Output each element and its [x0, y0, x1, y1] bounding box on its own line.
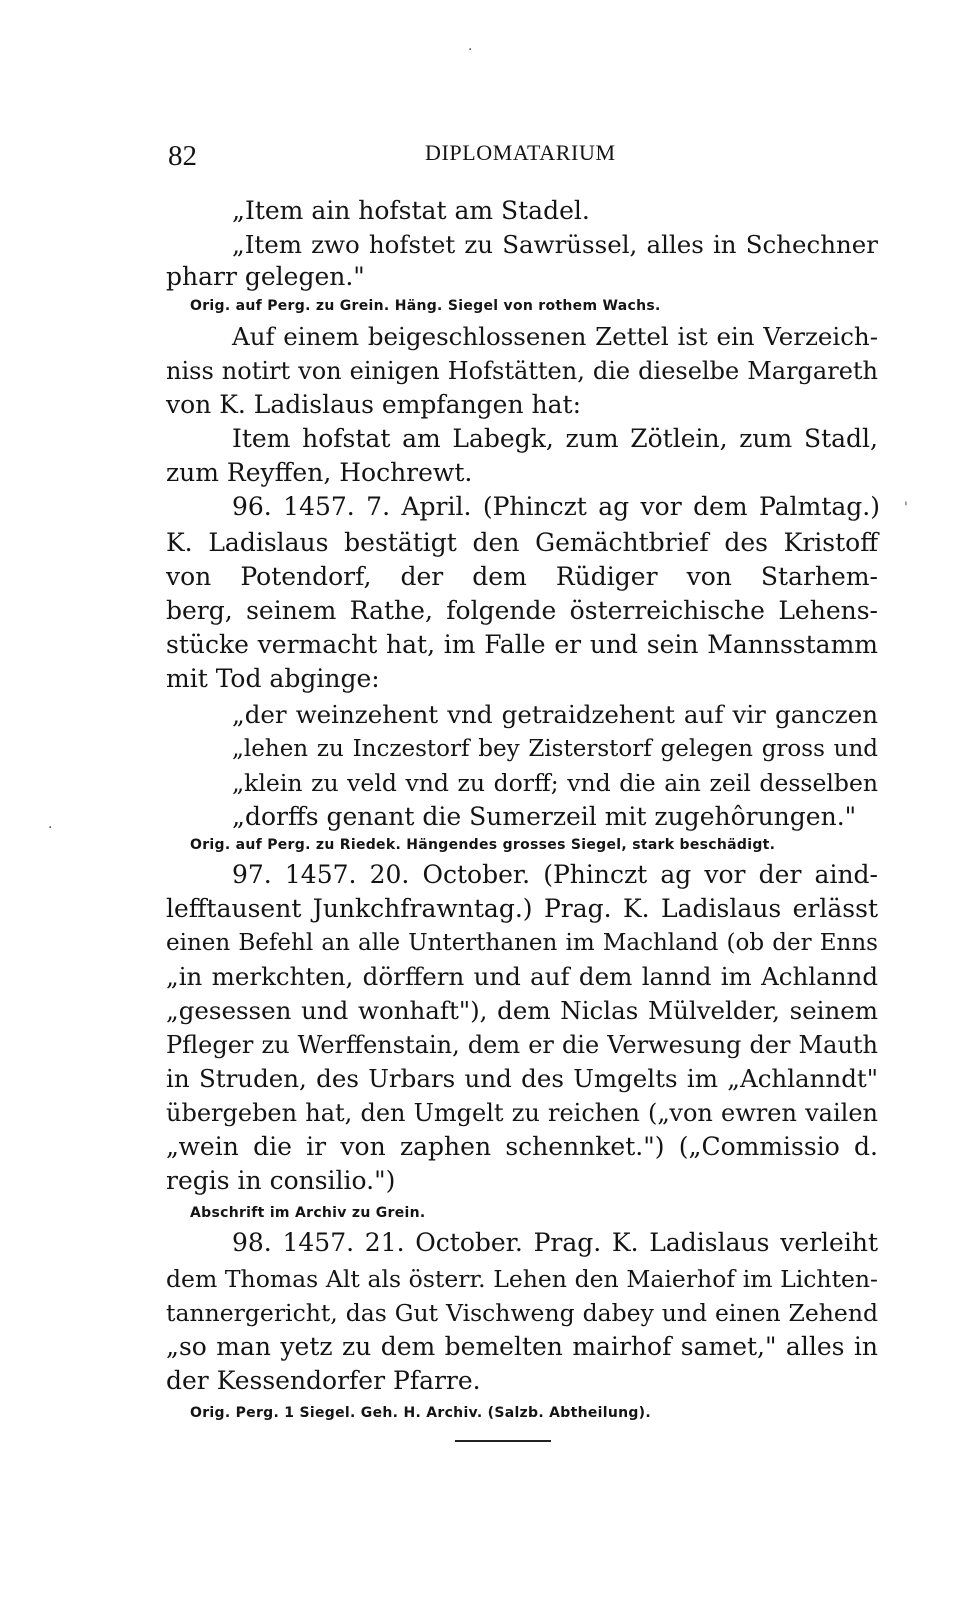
source-note: Orig. auf Perg. zu Riedek. Hängendes grosses Siegel, stark beschädigt.	[190, 837, 776, 853]
text-line: in Struden, des Urbars und des Umgelts im „Achlanndt"	[166, 1064, 878, 1093]
text-line: von K. Ladislaus empfangen hat:	[166, 390, 581, 419]
stray-mark: '	[904, 500, 908, 516]
text-line: „Item zwo hofstet zu Sawrüssel, alles in Schechner	[232, 230, 878, 259]
text-line: „in merkchten, dörffern und auf dem lannd im Achlannd	[166, 962, 878, 991]
text-line: „klein zu veld vnd zu dorff; vnd die ain zeil desselben	[232, 769, 878, 797]
text-line: Item hofstat am Labegk, zum Zötlein, zum Stadl,	[232, 424, 878, 453]
text-line: niss notirt von einigen Hofstätten, die dieselbe Margareth	[166, 357, 878, 385]
text-line: „Item ain hofstat am Stadel.	[232, 196, 590, 225]
text-line: mit Tod abginge:	[166, 664, 380, 693]
text-line: 96. 1457. 7. April. (Phinczt ag vor dem Palmtag.)	[232, 492, 880, 521]
text-line: 97. 1457. 20. October. (Phinczt ag vor der aind-	[232, 860, 878, 889]
text-line: „dorffs genant die Sumerzeil mit zugehôrungen."	[232, 802, 857, 831]
text-line: stücke vermacht hat, im Falle er und sein Mannsstamm	[166, 630, 878, 659]
running-title: DIPLOMATARIUM	[425, 140, 616, 165]
text-line: „lehen zu Inczestorf bey Zisterstorf gelegen gross und	[232, 736, 878, 762]
text-line: berg, seinem Rathe, folgende österreichische Lehens-	[166, 596, 878, 625]
text-line: „so man yetz zu dem bemelten mairhof samet," alles in	[166, 1332, 878, 1361]
text-line: lefftausent Junkchfrawntag.) Prag. K. Ladislaus erlässt	[166, 894, 878, 923]
text-line: pharr gelegen."	[166, 262, 365, 291]
text-line: der Kessendorfer Pfarre.	[166, 1366, 481, 1395]
stray-mark: ·	[48, 820, 53, 836]
text-line: „gesessen und wonhaft"), dem Niclas Mülvelder, seinem	[166, 996, 878, 1025]
text-line: dem Thomas Alt als österr. Lehen den Maierhof im Lichten-	[166, 1265, 878, 1293]
text-line: „der weinzehent vnd getraidzehent auf vir ganczen	[232, 700, 878, 729]
source-note: Orig. auf Perg. zu Grein. Häng. Siegel von rothem Wachs.	[190, 298, 661, 314]
text-line: 98. 1457. 21. October. Prag. K. Ladislaus verleiht	[232, 1228, 878, 1257]
end-rule	[455, 1440, 551, 1442]
text-line: Pfleger zu Werffenstain, dem er die Verwesung der Mauth	[166, 1031, 878, 1059]
text-line: „wein die ir von zaphen schennket.") („Commissio d.	[166, 1132, 878, 1161]
text-line: übergeben hat, den Umgelt zu reichen („von ewren vailen	[166, 1099, 878, 1127]
text-line: K. Ladislaus bestätigt den Gemächtbrief des Kristoff	[166, 528, 878, 557]
source-note: Orig. Perg. 1 Siegel. Geh. H. Archiv. (Salzb. Abtheilung).	[190, 1405, 651, 1421]
text-line: tannergericht, das Gut Vischweng dabey und einen Zehend	[166, 1299, 878, 1327]
text-line: Auf einem beigeschlossenen Zettel ist ein Verzeich-	[232, 322, 878, 351]
stray-mark: ·	[468, 42, 473, 58]
text-line: zum Reyffen, Hochrewt.	[166, 458, 473, 487]
text-line: einen Befehl an alle Unterthanen im Machland (ob der Enns	[166, 930, 878, 956]
page-number: 82	[168, 140, 197, 172]
text-line: regis in consilio.")	[166, 1166, 396, 1195]
text-line: von Potendorf, der dem Rüdiger von Starhem-	[166, 562, 878, 591]
source-note: Abschrift im Archiv zu Grein.	[190, 1205, 426, 1221]
